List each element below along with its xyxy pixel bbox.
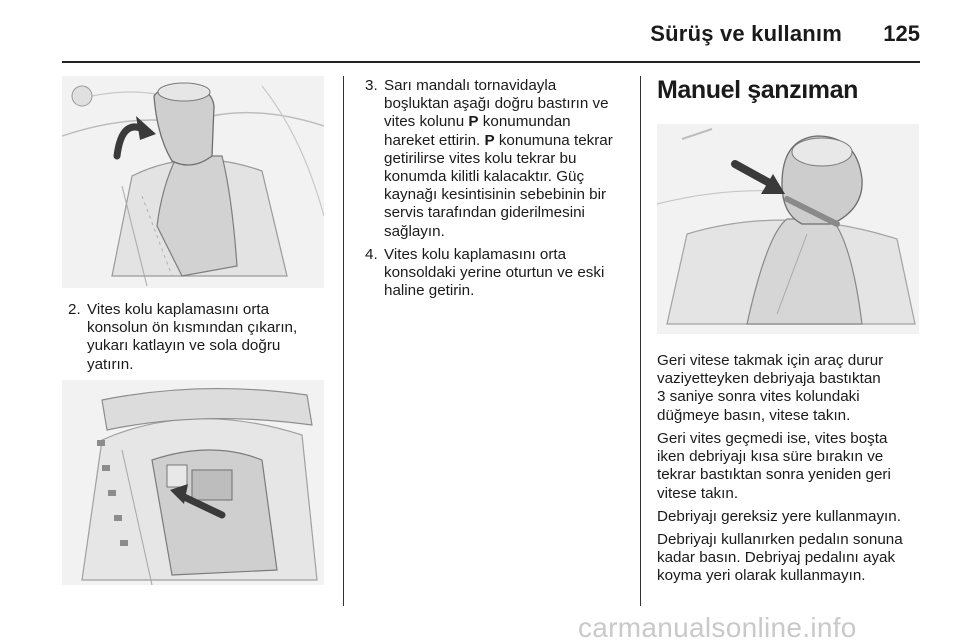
text-run: servis tarafından giderilmesini	[384, 204, 585, 222]
paragraph-clutch-pedal	[657, 531, 927, 586]
text-run: sağlayın.	[384, 222, 445, 240]
text-run: konumuna tekrar	[494, 131, 613, 149]
step-number: 3.	[365, 77, 378, 94]
figure-selector-cover	[62, 380, 324, 585]
step-4	[365, 246, 635, 301]
step-line	[384, 150, 635, 168]
step-line	[384, 223, 635, 241]
step-line: yatırın.	[87, 355, 134, 373]
para-line: vitese takın.	[657, 484, 739, 502]
figure-automatic-selector-lever	[62, 76, 324, 288]
step-number: 4.	[365, 246, 378, 263]
step-2	[68, 301, 330, 374]
section-heading: Manuel şanzıman	[657, 76, 858, 104]
para-line: 3 saniye sonra vites kolundaki	[657, 388, 860, 406]
para-line: iken debriyajı kısa süre bırakın ve	[657, 448, 884, 466]
step-line: haline getirin.	[384, 282, 475, 300]
para-line: kadar basın. Debriyaj pedalını ayak	[657, 549, 896, 567]
header-rule	[62, 61, 920, 63]
column-divider-left	[343, 76, 344, 606]
para-line: koyma yeri olarak kullanmayın.	[657, 567, 866, 585]
page-header	[0, 0, 960, 60]
text-run: hareket ettirin.	[384, 131, 485, 149]
para-line: Geri vitese takmak için araç durur	[657, 352, 884, 369]
para-line: vaziyetteyken debriyaja bastıktan	[657, 370, 881, 388]
illustration-selector-lever	[62, 76, 324, 288]
para-line: Geri vites geçmedi ise, vites boşta	[657, 430, 888, 447]
gear-position-label: P	[468, 113, 479, 131]
step-2-text	[87, 301, 330, 374]
step-3-text	[384, 77, 635, 241]
step-line	[384, 132, 635, 150]
step-line	[384, 77, 635, 95]
watermark: carmanualsonline.info	[578, 612, 857, 643]
step-line: konsoldaki yerine oturtun ve eski	[384, 264, 605, 282]
illustration-selector-cover	[62, 380, 324, 585]
step-line: Vites kolu kaplamasını orta	[87, 301, 270, 318]
step-line	[384, 168, 635, 186]
text-run: getirilirse vites kolu tekrar bu	[384, 149, 577, 167]
step-line: konsolun ön kısmından çıkarın,	[87, 319, 298, 337]
text-run: Sarı mandalı tornavidayla	[384, 77, 557, 94]
step-line: Vites kolu kaplamasını orta	[384, 246, 567, 263]
paragraph-clutch-usage	[657, 508, 927, 526]
text-run: kaynağı kesintisinin sebebinin bir	[384, 186, 607, 204]
step-line	[384, 204, 635, 222]
step-line	[384, 113, 635, 131]
column-divider-right	[640, 76, 641, 606]
para-line: Debriyajı gereksiz yere kullanmayın.	[657, 508, 901, 525]
figure-manual-gear-knob	[657, 124, 919, 334]
step-line: yukarı katlayın ve sola doğru	[87, 337, 281, 355]
para-line: tekrar bastıktan sonra yeniden geri	[657, 466, 891, 484]
step-4-text	[384, 246, 635, 301]
para-line: Debriyajı kullanırken pedalın sonuna	[657, 531, 903, 548]
step-line	[384, 95, 635, 113]
header-title: Sürüş ve kullanım	[650, 21, 842, 46]
text-run: konumda kilitli kalacaktır. Güç	[384, 168, 585, 186]
step-number: 2.	[68, 301, 81, 318]
para-line: düğmeye basın, vitese takın.	[657, 406, 851, 424]
paragraph-reverse-gear	[657, 352, 927, 425]
gear-position-label: P	[484, 131, 495, 149]
text-run: konumundan	[478, 113, 571, 131]
illustration-manual-gear-knob	[657, 124, 919, 334]
paragraph-reverse-not-engaged	[657, 430, 927, 503]
text-run: boşluktan aşağı doğru bastırın ve	[384, 95, 609, 113]
text-run: vites kolunu	[384, 113, 469, 131]
step-line	[384, 186, 635, 204]
step-3	[365, 77, 635, 241]
page-number: 125	[883, 21, 920, 46]
